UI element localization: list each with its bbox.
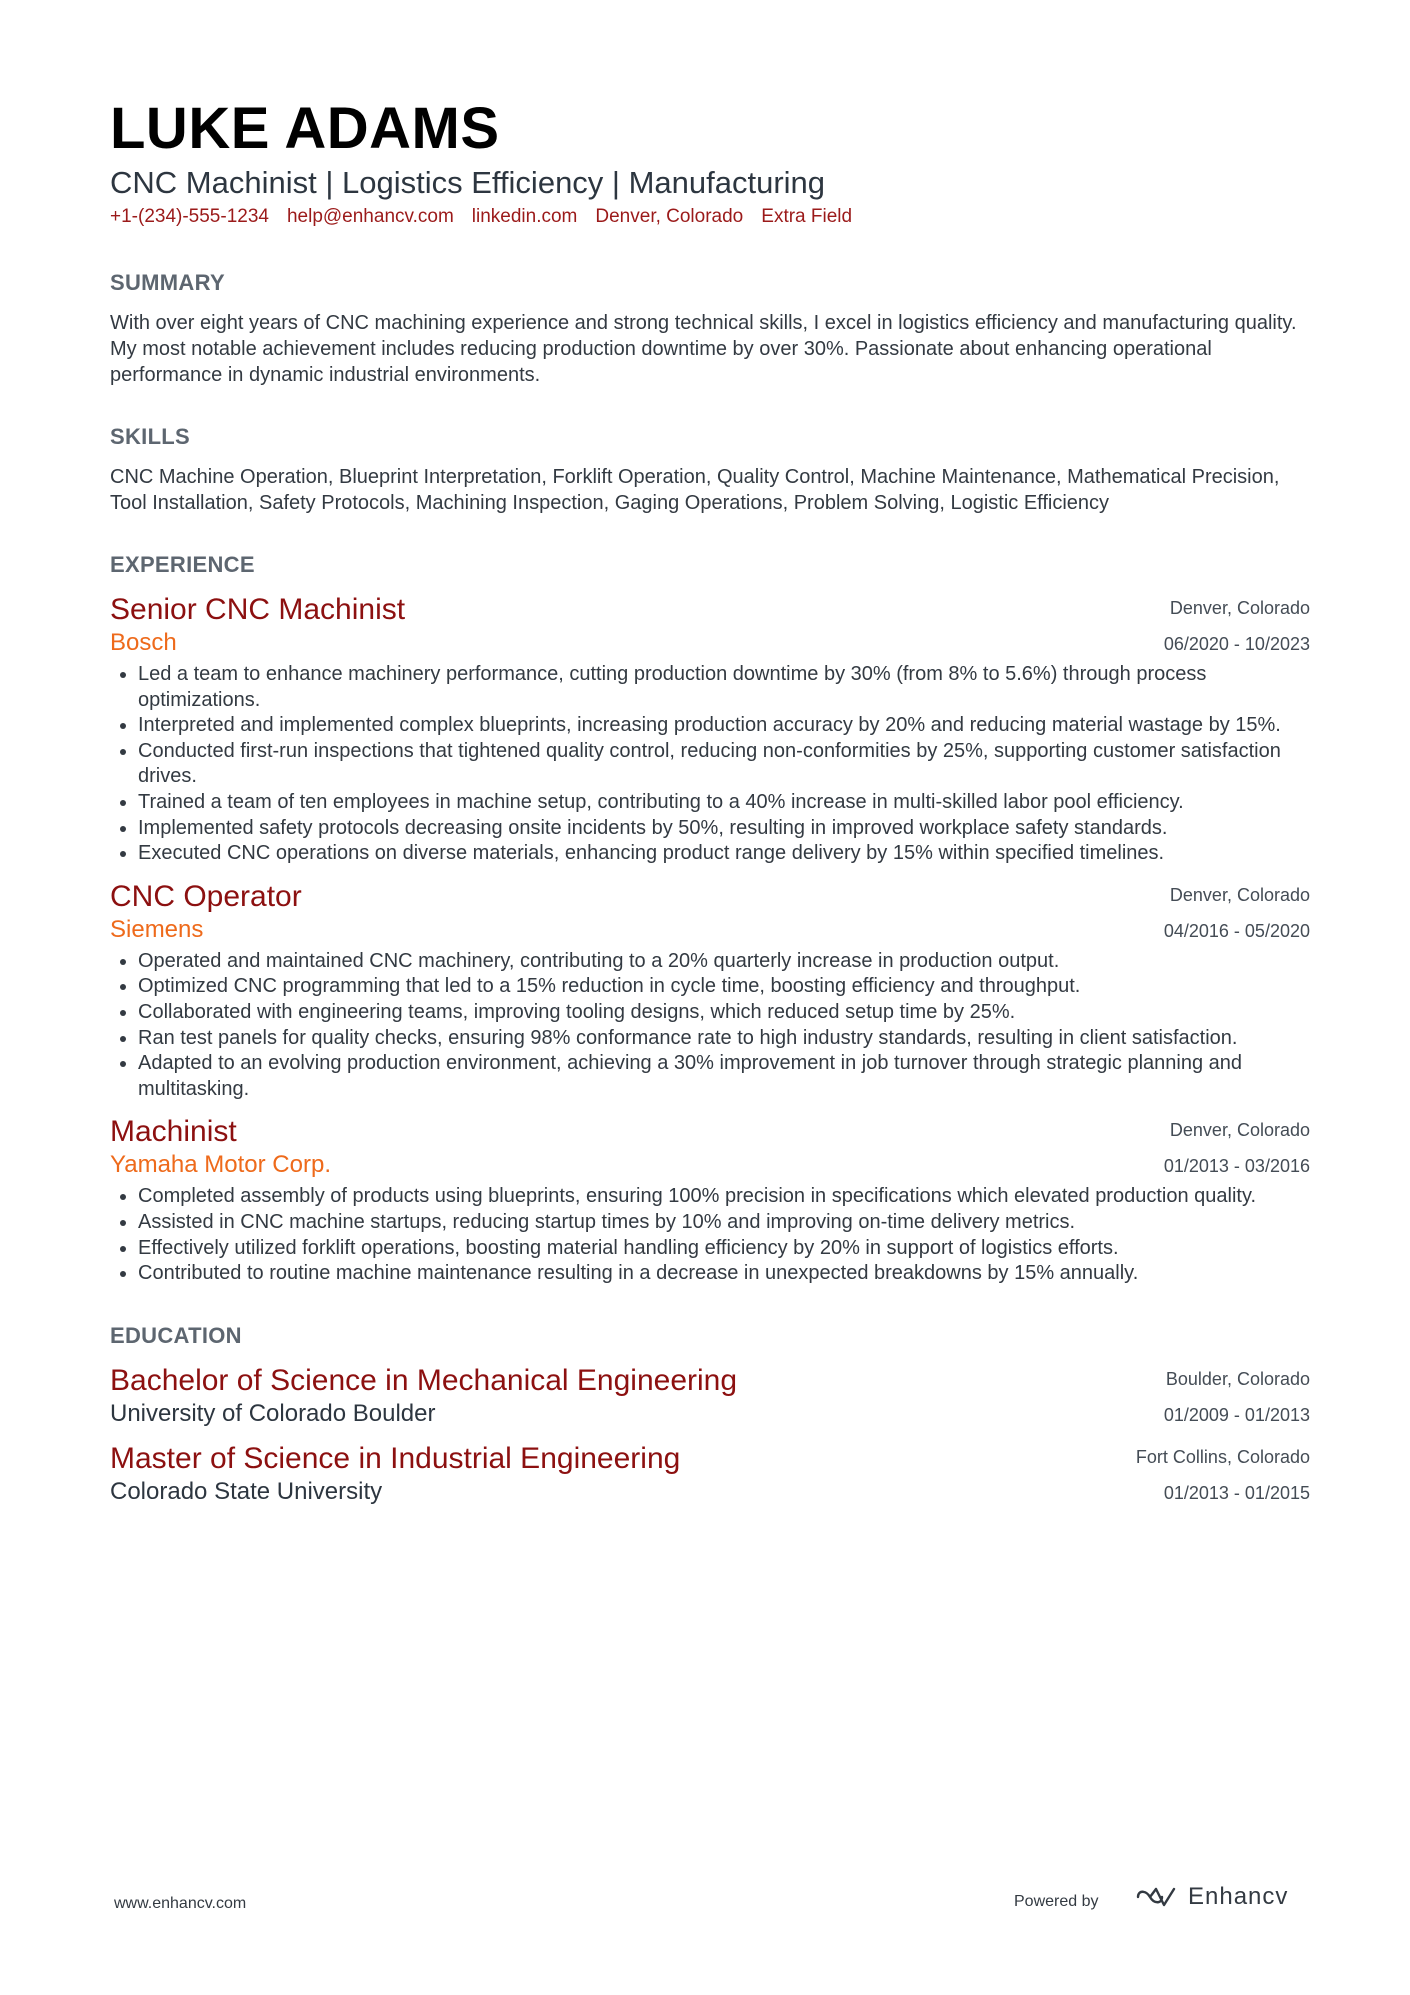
page-footer <box>0 1883 1410 1935</box>
school-dates: 01/2013 - 01/2015 <box>1163 1482 1310 1503</box>
school-name: University of Colorado Boulder <box>110 1399 436 1427</box>
education-entry <box>110 1441 1310 1507</box>
job-bullets <box>110 662 1310 867</box>
degree-title: Bachelor of Science in Mechanical Engineering <box>110 1363 738 1397</box>
job-location: Denver, Colorado <box>1169 884 1310 905</box>
list-item: • Led a team to enhance machinery performance, cutting production downtime by 30% (from 8% to 5.6%) through process optimizations. <box>138 662 1310 713</box>
contact-location: Denver, Colorado <box>595 206 744 227</box>
footer-url[interactable]: www.enhancv.com <box>114 1895 247 1912</box>
school-location: Boulder, Colorado <box>1165 1368 1310 1389</box>
list-item: • Contributed to routine machine maintenance resulting in a decrease in unexpected breakdowns by 15% annually. <box>138 1261 1310 1287</box>
list-item: • Optimized CNC programming that led to a 15% reduction in cycle time, boosting efficiency and throughput. <box>138 974 1310 1000</box>
contact-phone[interactable]: +1-(234)-555-1234 <box>110 206 269 227</box>
school-dates: 01/2009 - 01/2013 <box>1163 1404 1310 1425</box>
job-dates: 06/2020 - 10/2023 <box>1163 634 1310 654</box>
powered-by-label: Powered by <box>1014 1893 1099 1910</box>
candidate-title: CNC Machinist | Logistics Efficiency | Manufacturing <box>110 165 826 200</box>
education-entry <box>110 1363 1310 1429</box>
experience-entry <box>110 879 1310 1103</box>
list-item: • Adapted to an evolving production environment, achieving a 30% improvement in job turnover through strategic planning and multitasking. <box>138 1051 1310 1102</box>
contact-email[interactable]: help@enhancv.com <box>286 206 454 227</box>
job-company: Siemens <box>110 915 204 943</box>
job-company: Bosch <box>110 629 177 656</box>
job-dates: 01/2013 - 03/2016 <box>1163 1156 1310 1177</box>
contact-row <box>110 206 1310 228</box>
list-item: • Collaborated with engineering teams, improving tooling designs, which reduced setup time by 25%. <box>138 1000 1310 1026</box>
job-location: Denver, Colorado <box>1169 1120 1310 1141</box>
contact-linkedin[interactable]: linkedin.com <box>471 206 578 227</box>
school-name: Colorado State University <box>110 1477 383 1505</box>
summary-heading: SUMMARY <box>110 270 225 295</box>
job-company: Yamaha Motor Corp. <box>110 1151 331 1179</box>
job-bullets <box>110 1184 1310 1286</box>
job-role: Machinist <box>110 1115 237 1149</box>
list-item: • Effectively utilized forklift operations, boosting material handling efficiency by 20% in support of logistics efforts. <box>138 1236 1310 1262</box>
contact-extra: Extra Field <box>761 206 853 227</box>
school-location: Fort Collins, Colorado <box>1135 1446 1310 1467</box>
experience-entry <box>110 1114 1310 1286</box>
list-item: • Executed CNC operations on diverse materials, enhancing product range delivery by 15% within specified timelines. <box>138 841 1310 867</box>
job-dates: 04/2016 - 05/2020 <box>1163 920 1310 941</box>
education-heading: EDUCATION <box>110 1322 242 1348</box>
job-role: CNC Operator <box>110 879 302 913</box>
skills-heading: SKILLS <box>110 424 191 449</box>
skills-text: CNC Machine Operation, Blueprint Interpretation, Forklift Operation, Quality Control, Machine Maintenance, Mathematical Precision, Tool Installation, Safety Protocols, Machining Inspection, Gaging Operations, Problem Solving, Logistic Efficiency <box>110 466 1280 514</box>
degree-title: Master of Science in Industrial Engineering <box>110 1441 681 1475</box>
candidate-name: LUKE ADAMS <box>110 96 500 161</box>
list-item: • Conducted first-run inspections that tightened quality control, reducing non-conformities by 25%, supporting customer satisfaction drives. <box>138 739 1310 790</box>
enhancv-logo[interactable] <box>1134 1883 1288 1911</box>
list-item: • Implemented safety protocols decreasing onsite incidents by 50%, resulting in improved workplace safety standards. <box>138 816 1310 842</box>
job-location: Denver, Colorado <box>1169 598 1310 618</box>
list-item: • Ran test panels for quality checks, ensuring 98% conformance rate to high industry standards, resulting in client satisfaction. <box>138 1026 1310 1052</box>
list-item: • Completed assembly of products using blueprints, ensuring 100% precision in specifications which elevated production quality. <box>138 1184 1310 1210</box>
job-role: Senior CNC Machinist <box>110 593 406 626</box>
enhancv-brand: Enhancv <box>1188 1883 1289 1910</box>
summary-text: With over eight years of CNC machining experience and strong technical skills, I excel in logistics efficiency and manufacturing quality. My most notable achievement includes reducing production downtime by over 30%. Passionate about enhancing operational performance in dynamic industrial environments. <box>110 312 1297 386</box>
experience-entry <box>110 592 1310 867</box>
resume-page <box>110 96 1310 1519</box>
job-bullets <box>110 949 1310 1103</box>
list-item: • Trained a team of ten employees in machine setup, contributing to a 40% increase in multi-skilled labor pool efficiency. <box>138 790 1310 816</box>
list-item: • Interpreted and implemented complex blueprints, increasing production accuracy by 20% and reducing material wastage by 15%. <box>138 713 1310 739</box>
enhancv-logo-icon <box>1134 1884 1178 1910</box>
list-item: • Operated and maintained CNC machinery, contributing to a 20% quarterly increase in production output. <box>138 949 1310 975</box>
experience-heading: EXPERIENCE <box>110 552 255 577</box>
list-item: • Assisted in CNC machine startups, reducing startup times by 10% and improving on-time delivery metrics. <box>138 1210 1310 1236</box>
